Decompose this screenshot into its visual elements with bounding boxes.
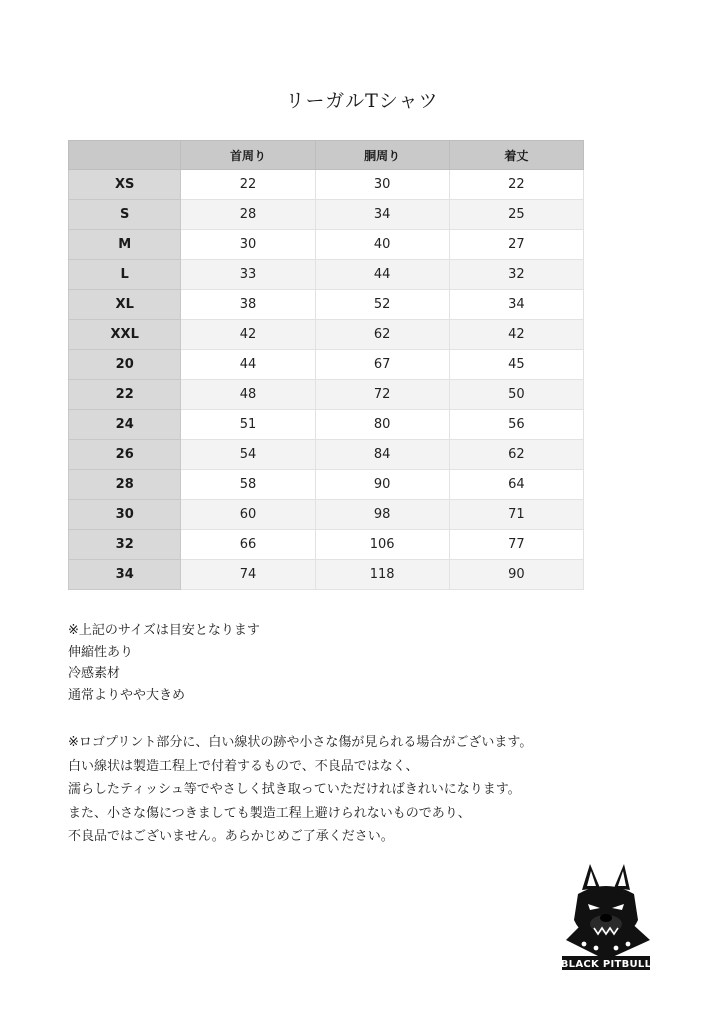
table-row (69, 260, 584, 290)
size-label: XS (69, 170, 181, 200)
chest-value: 30 (315, 170, 449, 200)
product-notes (68, 620, 260, 706)
chest-value: 62 (315, 320, 449, 350)
size-label: 22 (69, 380, 181, 410)
neck-value: 66 (181, 530, 315, 560)
note-line: 冷感素材 (68, 666, 121, 681)
length-value: 62 (449, 440, 583, 470)
table-row (69, 200, 584, 230)
neck-value: 44 (181, 350, 315, 380)
length-value: 90 (449, 560, 583, 590)
chest-value: 34 (315, 200, 449, 230)
size-label: XXL (69, 320, 181, 350)
length-value: 45 (449, 350, 583, 380)
table-row (69, 230, 584, 260)
size-label: 20 (69, 350, 181, 380)
size-chart-table (68, 140, 584, 590)
size-chart-header (69, 141, 584, 170)
size-label: 24 (69, 410, 181, 440)
size-label: 32 (69, 530, 181, 560)
print-disclaimer (68, 731, 532, 849)
header-corner-cell (69, 141, 181, 170)
chest-value: 90 (315, 470, 449, 500)
logo-text: BLACK PITBULL (560, 959, 652, 970)
table-row (69, 440, 584, 470)
length-value: 56 (449, 410, 583, 440)
table-row (69, 530, 584, 560)
disclaimer-line: 濡らしたティッシュ等でやさしく拭き取っていただければきれいになります。 (68, 782, 521, 797)
disclaimer-line: ※ロゴプリント部分に、白い線状の跡や小さな傷が見られる場合がございます。 (68, 735, 533, 750)
neck-value: 51 (181, 410, 315, 440)
black-pitbull-logo (560, 860, 652, 972)
chest-value: 98 (315, 500, 449, 530)
neck-value: 58 (181, 470, 315, 500)
length-value: 64 (449, 470, 583, 500)
neck-value: 22 (181, 170, 315, 200)
size-label: L (69, 260, 181, 290)
note-line: 伸縮性あり (68, 644, 134, 660)
disclaimer-line: また、小さな傷につきましても製造工程上避けられないものであり、 (68, 805, 471, 821)
neck-value: 38 (181, 290, 315, 320)
page-title: リーガルTシャツ (285, 90, 439, 112)
chest-value: 40 (315, 230, 449, 260)
length-value: 27 (449, 230, 583, 260)
chest-value: 84 (315, 440, 449, 470)
header-row (69, 141, 584, 170)
length-value: 22 (449, 170, 583, 200)
chest-value: 118 (315, 560, 449, 590)
table-row (69, 290, 584, 320)
size-label: 26 (69, 440, 181, 470)
size-label: 30 (69, 500, 181, 530)
chest-value: 52 (315, 290, 449, 320)
neck-value: 54 (181, 440, 315, 470)
chest-value: 72 (315, 380, 449, 410)
neck-value: 48 (181, 380, 315, 410)
size-label: M (69, 230, 181, 260)
column-header-neck: 首周り (181, 141, 315, 170)
chest-value: 106 (315, 530, 449, 560)
disclaimer-line: 白い線状は製造工程上で付着するもので、不良品ではなく、 (68, 758, 419, 774)
size-chart-body (69, 170, 584, 590)
neck-value: 30 (181, 230, 315, 260)
neck-value: 60 (181, 500, 315, 530)
chest-value: 80 (315, 410, 449, 440)
length-value: 32 (449, 260, 583, 290)
length-value: 34 (449, 290, 583, 320)
neck-value: 33 (181, 260, 315, 290)
table-row (69, 500, 584, 530)
table-row (69, 410, 584, 440)
table-row (69, 170, 584, 200)
column-header-chest: 胴周り (315, 141, 449, 170)
length-value: 25 (449, 200, 583, 230)
size-label: 34 (69, 560, 181, 590)
note-line: 通常よりやや大きめ (68, 687, 186, 703)
size-label: XL (69, 290, 181, 320)
chest-value: 67 (315, 350, 449, 380)
neck-value: 74 (181, 560, 315, 590)
table-row (69, 320, 584, 350)
length-value: 71 (449, 500, 583, 530)
pitbull-dog-head-icon (566, 864, 650, 960)
length-value: 42 (449, 320, 583, 350)
neck-value: 28 (181, 200, 315, 230)
length-value: 77 (449, 530, 583, 560)
note-line: ※上記のサイズは目安となります (68, 623, 260, 638)
table-row (69, 380, 584, 410)
table-row (69, 560, 584, 590)
length-value: 50 (449, 380, 583, 410)
chest-value: 44 (315, 260, 449, 290)
size-label: S (69, 200, 181, 230)
column-header-length: 着丈 (449, 141, 583, 170)
neck-value: 42 (181, 320, 315, 350)
table-row (69, 350, 584, 380)
size-label: 28 (69, 470, 181, 500)
table-row (69, 470, 584, 500)
disclaimer-line: 不良品ではございません。あらかじめご了承ください。 (68, 829, 394, 844)
